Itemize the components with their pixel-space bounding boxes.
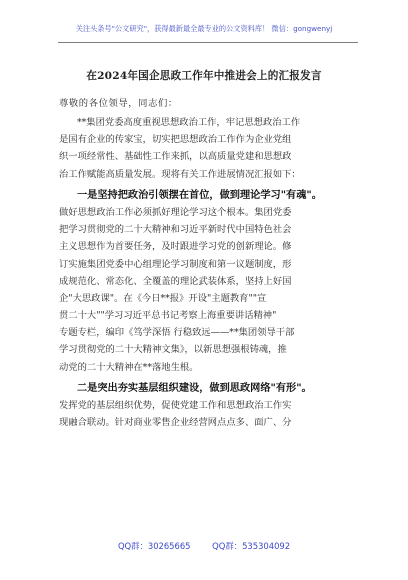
paragraph-line: 贯二十大""学习习近平总书记考察上海重要讲话精神": [59, 310, 277, 322]
paragraph-line: 是国有企业的传家宝，切实把思想政治工作作为企业党组: [59, 134, 292, 146]
section-heading: 一是坚持把政治引领摆在首位，做到理论学习"有魂"。: [77, 188, 322, 201]
footer-contacts: [0, 540, 408, 552]
header-banner: 关注头条号"公文研究"，获得最新最全最专业的公文资料库！ 微信：gongwenyj: [75, 24, 333, 33]
paragraph-line: 把学习贯彻党的二十大精神和习近平新时代中国特色社会: [59, 224, 292, 236]
footer-qq-group-1: QQ群：30265665: [117, 541, 191, 551]
paragraph-line: 企"大思政课"。在《今日**报》开设"主题教育""宣: [59, 292, 267, 304]
paragraph-line: 订实施集团党委中心组理论学习制度和第一议题制度，形: [59, 258, 292, 270]
paragraph-line: 做好思想政治工作必须抓好理论学习这个根本。集团党委: [59, 206, 292, 218]
paragraph-line: 治工作赋能高质量发展。现将有关工作进展情况汇报如下：: [59, 168, 301, 180]
paragraph-line: 发挥党的基层组织优势，促使党建工作和思想政治工作实: [59, 400, 292, 411]
paragraph-line: 现融合联动。针对商业零售企业经营网点点多、面广、分: [59, 417, 292, 429]
paragraph-line: 专题专栏，编印《笃学深悟 行稳致远——**集团领导干部: [59, 327, 295, 339]
document-body: [59, 114, 359, 431]
paragraph-line: 成规范化、常态化、全覆盖的理论武装体系，坚持上好国: [59, 275, 292, 287]
document-title: 在2024年国企思政工作年中推进会上的汇报发言: [86, 70, 322, 82]
header-divider: [58, 42, 358, 43]
paragraph-line: 动党的二十大精神在**落地生根。: [59, 361, 199, 373]
paragraph-line: 织一项经常性、基础性工作来抓，以高质量党建和思想政: [59, 151, 292, 163]
section-heading: 二是突出夯实基层组织建设，做到思政网络"有形"。: [77, 381, 312, 394]
paragraph-line: 主义思想作为首要任务，及时跟进学习党的创新理论。修: [59, 241, 292, 253]
paragraph-line: 学习贯彻党的二十大精神文集》，以新思想强根铸魂，推: [59, 344, 287, 356]
paragraph-line: **集团党委高度重视思想政治工作，牢记思想政治工作: [77, 117, 301, 128]
footer-qq-group-2: QQ群：535304092: [212, 541, 291, 551]
salutation: 尊敬的各位领导，同志们：: [59, 98, 178, 109]
